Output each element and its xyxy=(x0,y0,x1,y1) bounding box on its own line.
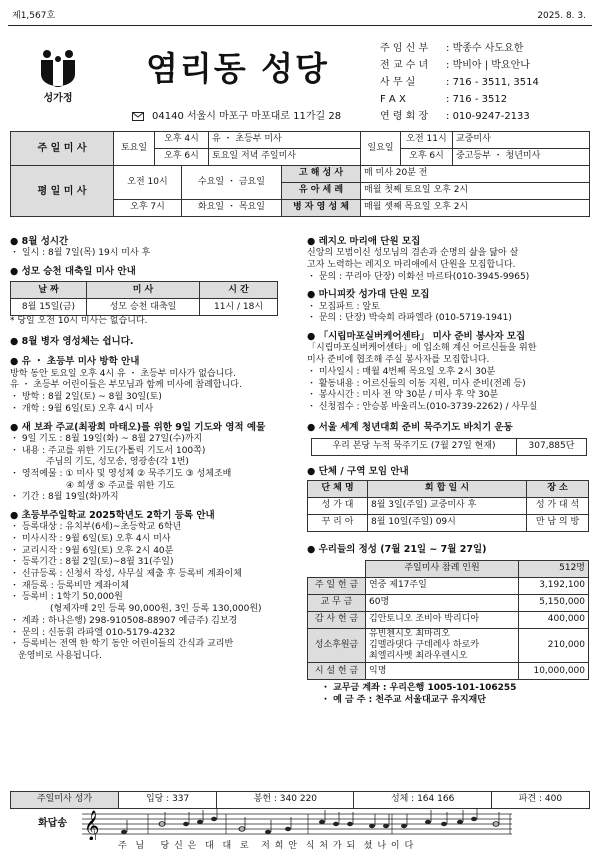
section-title: ● 단체 / 구역 모임 안내 xyxy=(307,465,409,477)
weekday-mass-label: 평 일 미 사 xyxy=(11,166,114,217)
staff-value: 716 - 3512 xyxy=(452,94,508,105)
section-title: ● 유 ・ 초등부 미사 방학 안내 xyxy=(10,356,140,368)
section-title: ● 초등부주일학교 2025학년도 2학기 등록 안내 xyxy=(10,509,215,521)
staff-list: 주 임 신 부 : 박종수 사도요한 전 교 수 녀 : 박비아 | 박요안나 사 무 실 : 716 - 3511, 3514 F A X : 716 - 3512 연 령 회 장 : 010-9247-2133 xyxy=(380,40,539,125)
section-title: ● 8월 병자 영성체는 쉽니다. xyxy=(10,336,134,348)
holy-family-logo-icon xyxy=(38,48,78,90)
meeting-table: 단 체 명 회 합 일 시 장 소 성 가 대 8월 3일(주일) 교중미사 후 성 가 대 석 꾸 리 아 8월 10일(주일) 09시 만 남 의 방 xyxy=(307,480,589,532)
section-title: ● 레지오 마리애 단원 모집 xyxy=(307,236,421,247)
weekday-mass-table: 평 일 미 사 오전 10시 수요일 ・ 금요일 고 해 성 사 매 미사 20분 전 유 아 세 례 매월 첫째 토요일 오후 2시 오후 7시 화요일 ・ 목요일 병 자 영 성 체 매월 셋째 목요일 오후 2시 xyxy=(10,165,590,217)
staff-value: 박종수 사도요한 xyxy=(452,43,524,54)
logo-caption: 성가정 xyxy=(43,93,73,104)
hymn-numbers-bar: 주일미사 성가 입당 : 337 봉헌 : 340 220 성체 : 164 166 파견 : 400 xyxy=(10,791,590,809)
section-title: ● 「시립마포실버케어센타」 미사 준비 봉사자 모집 xyxy=(307,331,526,343)
section-title: ● 성모 승천 대축일 미사 안내 xyxy=(10,266,136,278)
issue-number: 제1,567호 xyxy=(12,11,56,21)
section-title: ● 우리들의 정성 (7월 21일 ~ 7월 27일) xyxy=(307,544,487,556)
staff-role: 사 무 실 xyxy=(380,77,416,88)
section-title: ● 새 보좌 주교(최광희 마태오)를 위한 9일 기도와 영적 예물 xyxy=(10,421,266,433)
staff-value: 716 - 3511, 3514 xyxy=(452,77,539,88)
sunday-mass-label: 주 일 미 사 xyxy=(11,132,114,166)
psalm-label: 화답송 xyxy=(38,818,67,829)
envelope-icon xyxy=(132,112,144,121)
offering-table: 주일미사 참례 인원 512명 주 일 헌 금 연중 제17주일 3,192,100 교 무 금 60명 5,150,000 감 사 헌 금 김안토니오 조비아 박리디아 400,000 성소후원금 유빈첸시오 최마리오 김멜라댓다 구데레사 하로카 최엘리사벳 최라우렌시오 210,000 시 설 헌 금 익명 10,000,000 xyxy=(307,560,589,681)
section-title: ● 마니피캇 성가대 단원 모집 xyxy=(307,289,430,301)
rosary-table: 우리 본당 누적 묵주기도 (7월 27일 현재) 307,885단 xyxy=(311,438,587,456)
staff-role: 주 임 신 부 xyxy=(380,43,429,54)
sunday-label: 일요일 xyxy=(361,132,401,166)
top-rule xyxy=(8,25,592,26)
psalm-lyrics: 주 님 당 신 은 대 대 로 저 희 안 식 처 가 되 셨 나 이 다 xyxy=(118,841,415,851)
staff-value: 박비아 | 박요안나 xyxy=(452,60,530,71)
staff-role: F A X xyxy=(380,94,406,105)
left-column: ● 8월 성시간 ・ 일시 : 8월 7일(목) 19시 미사 후 ● 성모 승천 대축일 미사 안내 날 짜 미 사 시 간 8월 15일(금) 성모 승천 대축일 11시 / 18시 * 당일 오전 10시 미사는 없습니다. ● 8월 병자 영성체는 쉽니다. ● 유 ・ 초등부 미사 방학 안내 방학 동안 토요일 오후 4시 유 ・ 초등부 미사가 없습니다. 유 ・ 초등부 어린이들은 부모님과 함께 미사에 참례합니다. ・ 방학 : 8월 2일(토) ~ 8월 30일(토) ・ 개학 : 9월 6일(토) 오후 4시 미사 ● 새 보좌 주교(최광희 마태오)를 위한 9일 기도와 영적 예물 ・ 9일 기도 : 8월 19일(화) ~ 8월 27일(수)까지 ・ 내용 : 주교를 위한 기도(가톨릭 기도서 100쪽) 주님의 기도, 성모송, 영광송(각 1번) ・ 영적예물 : ① 미사 및 영성체 ② 묵주기도 ③ 성체조배 ④ 희생 ⑤ 주교를 위한 기도 ・ 기간 : 8월 19일(화)까지 ● 초등부주일학교 2025학년도 2학기 등록 안내 ・ 등록대상 : 유치부(6세)~초등학교 6학년 ・ 미사시작 : 9월 6일(토) 오후 4시 미사 ・ 교리시작 : 9월 6일(토) 오후 2시 40분 ・ 등록기간 : 8월 2일(토)~8월 31(주일) ・ 신규등록 : 신청서 작성, 사무실 제출 후 등록비 계좌이체 ・ 재등록 : 등록비만 계좌이체 ・ 등록비 : 1학기 50,000원 (형제자매 2인 등록 90,000원, 3인 등록 130,000원) ・ 계좌 : 하나은행) 298-910508-88907 예금주) 김보경 ・ 문의 : 신동휘 라파엘 010-5179-4232 ・ 등록비는 전액 한 학기 동안 어린이들의 간식과 교리반 운영비로 사용됩니다. xyxy=(10,236,296,663)
mass-schedule-table: 주 일 미 사 토요일 오후 4시 유 ・ 초등부 미사 일요일 오전 11시 교중미사 오후 6시 토요일 저녁 주일미사 오후 6시 중고등부 ・ 청년미사 xyxy=(10,131,590,166)
issue-date: 2025. 8. 3. xyxy=(537,11,586,21)
logo xyxy=(38,48,78,90)
staff-value: 010-9247-2133 xyxy=(452,111,530,122)
staff-role: 연 령 회 장 xyxy=(380,111,429,122)
address: 04140 서울시 마포구 마포대로 11가길 28 xyxy=(152,111,342,122)
right-column: ● 레지오 마리애 단원 모집 신앙의 모범이신 성모님의 겸손과 순명의 삶을 닮아 살 고자 노력하는 레지오 마리애에서 단원을 모집합니다. ・ 문의 : 꾸리아 단장) 이화선 마르타(010-3945-9965) ● 마니피캇 성가대 단원 모집 ・ 모집파트 : 알토 ・ 문의 : 단장) 박숙희 라파엘라 (010-5719-1941) ● 「시립마포실버케어센타」 미사 준비 봉사자 모집 「시립마포실버케어센타」에 입소해 계신 어르신들을 위한 미사 준비에 협조해 주실 봉사자를 모집합니다. ・ 미사일시 : 매월 4번째 목요일 오후 2시 30분 ・ 활동내용 : 어르신들의 이동 지원, 미사 준비(전례 등) ・ 봉사시간 : 미사 전 약 30분 / 미사 후 약 30분 ・ 신청접수 : 안승봉 바울리노(010-3739-2262) / 사무실 ● 서울 세계 청년대회 준비 묵주기도 바치기 운동 우리 본당 누적 묵주기도 (7월 27일 현재) 307,885단 ● 단체 / 구역 모임 안내 단 체 명 회 합 일 시 장 소 성 가 대 8월 3일(주일) 교중미사 후 성 가 대 석 꾸 리 아 8월 10일(주일) 09시 만 남 의 방 ● 우리들의 정성 (7월 21일 ~ 7월 27일) 주일미사 참례 인원 512명 주 일 헌 금 연중 제17주일 3,192,100 교 무 금 60명 5,150,000 감 사 헌 금 김안토니오 조비아 박리디아 400,000 성소후원금 유빈첸시오 최마리오 김멜라댓다 구데레사 하로카 최엘리사벳 최라우렌시오 210,000 시 설 헌 금 익명 10,000,000 ・ 교무금 계좌 : 우리은행 1005-101-106255 ・ 예 금 주 : 천주교 서울대교구 유지재단 xyxy=(307,236,592,707)
address-line xyxy=(132,110,341,123)
church-title: 염리동 성당 xyxy=(146,49,329,88)
assumption-table: 날 짜 미 사 시 간 8월 15일(금) 성모 승천 대축일 11시 / 18시 xyxy=(10,281,278,316)
staff-role: 전 교 수 녀 xyxy=(380,60,429,71)
section-title: ● 8월 성시간 xyxy=(10,236,69,247)
saturday-label: 토요일 xyxy=(114,132,155,166)
svg-text:𝄞: 𝄞 xyxy=(84,811,100,840)
section-title: ● 서울 세계 청년대회 준비 묵주기도 바치기 운동 xyxy=(307,421,513,433)
music-staff-icon xyxy=(82,808,512,840)
